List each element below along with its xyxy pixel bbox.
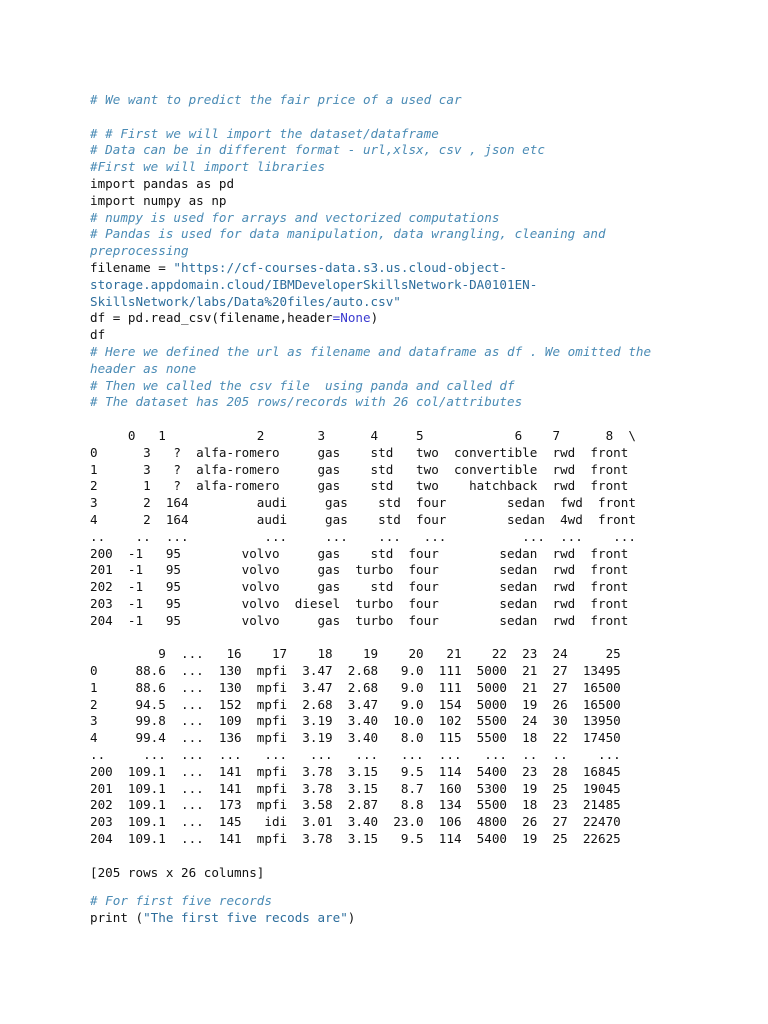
table-row: 2 1 ? alfa-romero gas std two hatchback rwd front: [90, 478, 629, 494]
table2-header: 9 ... 16 17 18 19 20 21 22 23 24 25: [90, 646, 621, 662]
table-row: 201 -1 95 volvo gas turbo four sedan rwd front: [90, 562, 629, 578]
code-read-csv-suffix: ): [370, 310, 379, 326]
code-print-suffix: ): [347, 910, 356, 926]
comment-formats: # Data can be in different format - url,xlsx, csv , json etc: [90, 142, 545, 158]
code-url-part-2: storage.appdomain.cloud/IBMDeveloperSkillsNetwork-DA0101EN-: [90, 276, 538, 292]
table-row: 1 88.6 ... 130 mpfi 3.47 2.68 9.0 111 5000 21 27 16500: [90, 679, 621, 695]
table1-body: [90, 445, 750, 630]
code-print-prefix: print (: [90, 910, 144, 926]
code-import-numpy: import numpy as np: [90, 192, 227, 208]
code-print: [90, 910, 750, 927]
code-filename-assign: filename =: [90, 259, 174, 275]
table-row: 204 -1 95 volvo gas turbo four sedan rwd front: [90, 612, 629, 628]
table-row: 3 99.8 ... 109 mpfi 3.19 3.40 10.0 102 5500 24 30 13950: [90, 713, 621, 729]
table-row: 203 109.1 ... 145 idi 3.01 3.40 23.0 106 4800 26 27 22470: [90, 814, 621, 830]
table1-header: 0 1 2 3 4 5 6 7 8 \: [90, 427, 636, 443]
table-row: 202 109.1 ... 173 mpfi 3.58 2.87 8.8 134 5500 18 23 21485: [90, 797, 621, 813]
table-row: 3 2 164 audi gas std four sedan fwd front: [90, 495, 636, 511]
table-row: 200 109.1 ... 141 mpfi 3.78 3.15 9.5 114 5400 23 28 16845: [90, 763, 621, 779]
table-row: .. ... ... ... ... ... ... ... ... ... .. .. ...: [90, 747, 621, 763]
table-row: 204 109.1 ... 141 mpfi 3.78 3.15 9.5 114 5400 19 25 22625: [90, 831, 621, 847]
code-read-csv-prefix: df = pd.read_csv(filename,header: [90, 310, 333, 326]
code-print-string: "The first five recods are": [143, 910, 348, 926]
table-row: 4 99.4 ... 136 mpfi 3.19 3.40 8.0 115 5500 18 22 17450: [90, 730, 621, 746]
table-row: .. .. ... ... ... ... ... ... ... ...: [90, 528, 636, 544]
table-row: 0 88.6 ... 130 mpfi 3.47 2.68 9.0 111 5000 21 27 13495: [90, 663, 621, 679]
comment-explain-1: # Here we defined the url as filename and dataframe as df . We omitted the: [90, 343, 652, 359]
code-url-part-3: SkillsNetwork/labs/Data%20files/auto.csv": [90, 293, 401, 309]
comment-pandas-2: preprocessing: [90, 243, 189, 259]
comment-explain-3: # Then we called the csv file using panda and called df: [90, 377, 515, 393]
spacer: [90, 848, 750, 865]
comment-explain-2: header as none: [90, 360, 197, 376]
spacer: [90, 630, 750, 647]
spacer: [90, 411, 750, 428]
notebook-page: [90, 92, 750, 927]
table2-body: [90, 663, 750, 848]
comment-import-heading: # # First we will import the dataset/dataframe: [90, 125, 439, 141]
table-row: 4 2 164 audi gas std four sedan 4wd front: [90, 511, 636, 527]
comment-intro: # We want to predict the fair price of a used car: [90, 92, 462, 107]
spacer: [90, 881, 750, 893]
code-df: df: [90, 327, 106, 343]
table-summary: [205 rows x 26 columns]: [90, 864, 265, 880]
table-row: 0 3 ? alfa-romero gas std two convertible rwd front: [90, 444, 629, 460]
table-row: 1 3 ? alfa-romero gas std two convertible rwd front: [90, 461, 629, 477]
code-none-keyword: None: [340, 310, 371, 326]
code-url-part-1: "https://cf-courses-data.s3.us.cloud-object-: [173, 259, 508, 275]
comment-libraries: #First we will import libraries: [90, 159, 326, 175]
table-row: 201 109.1 ... 141 mpfi 3.78 3.15 8.7 160 5300 19 25 19045: [90, 780, 621, 796]
spacer: [90, 109, 750, 126]
table-row: 203 -1 95 volvo diesel turbo four sedan rwd front: [90, 595, 629, 611]
code-filename-line: [90, 260, 750, 277]
table-row: 202 -1 95 volvo gas std four sedan rwd front: [90, 579, 629, 595]
table-row: 200 -1 95 volvo gas std four sedan rwd front: [90, 545, 629, 561]
comment-pandas-1: # Pandas is used for data manipulation, data wrangling, cleaning and: [90, 226, 606, 242]
comment-first-five: # For first five records: [90, 893, 272, 909]
comment-explain-4: # The dataset has 205 rows/records with 26 col/attributes: [90, 394, 523, 410]
code-import-pandas: import pandas as pd: [90, 175, 235, 191]
comment-numpy: # numpy is used for arrays and vectorized computations: [90, 209, 500, 225]
table-row: 2 94.5 ... 152 mpfi 2.68 3.47 9.0 154 5000 19 26 16500: [90, 696, 621, 712]
code-read-csv: [90, 310, 750, 327]
code-read-csv-eq: =: [332, 310, 341, 326]
